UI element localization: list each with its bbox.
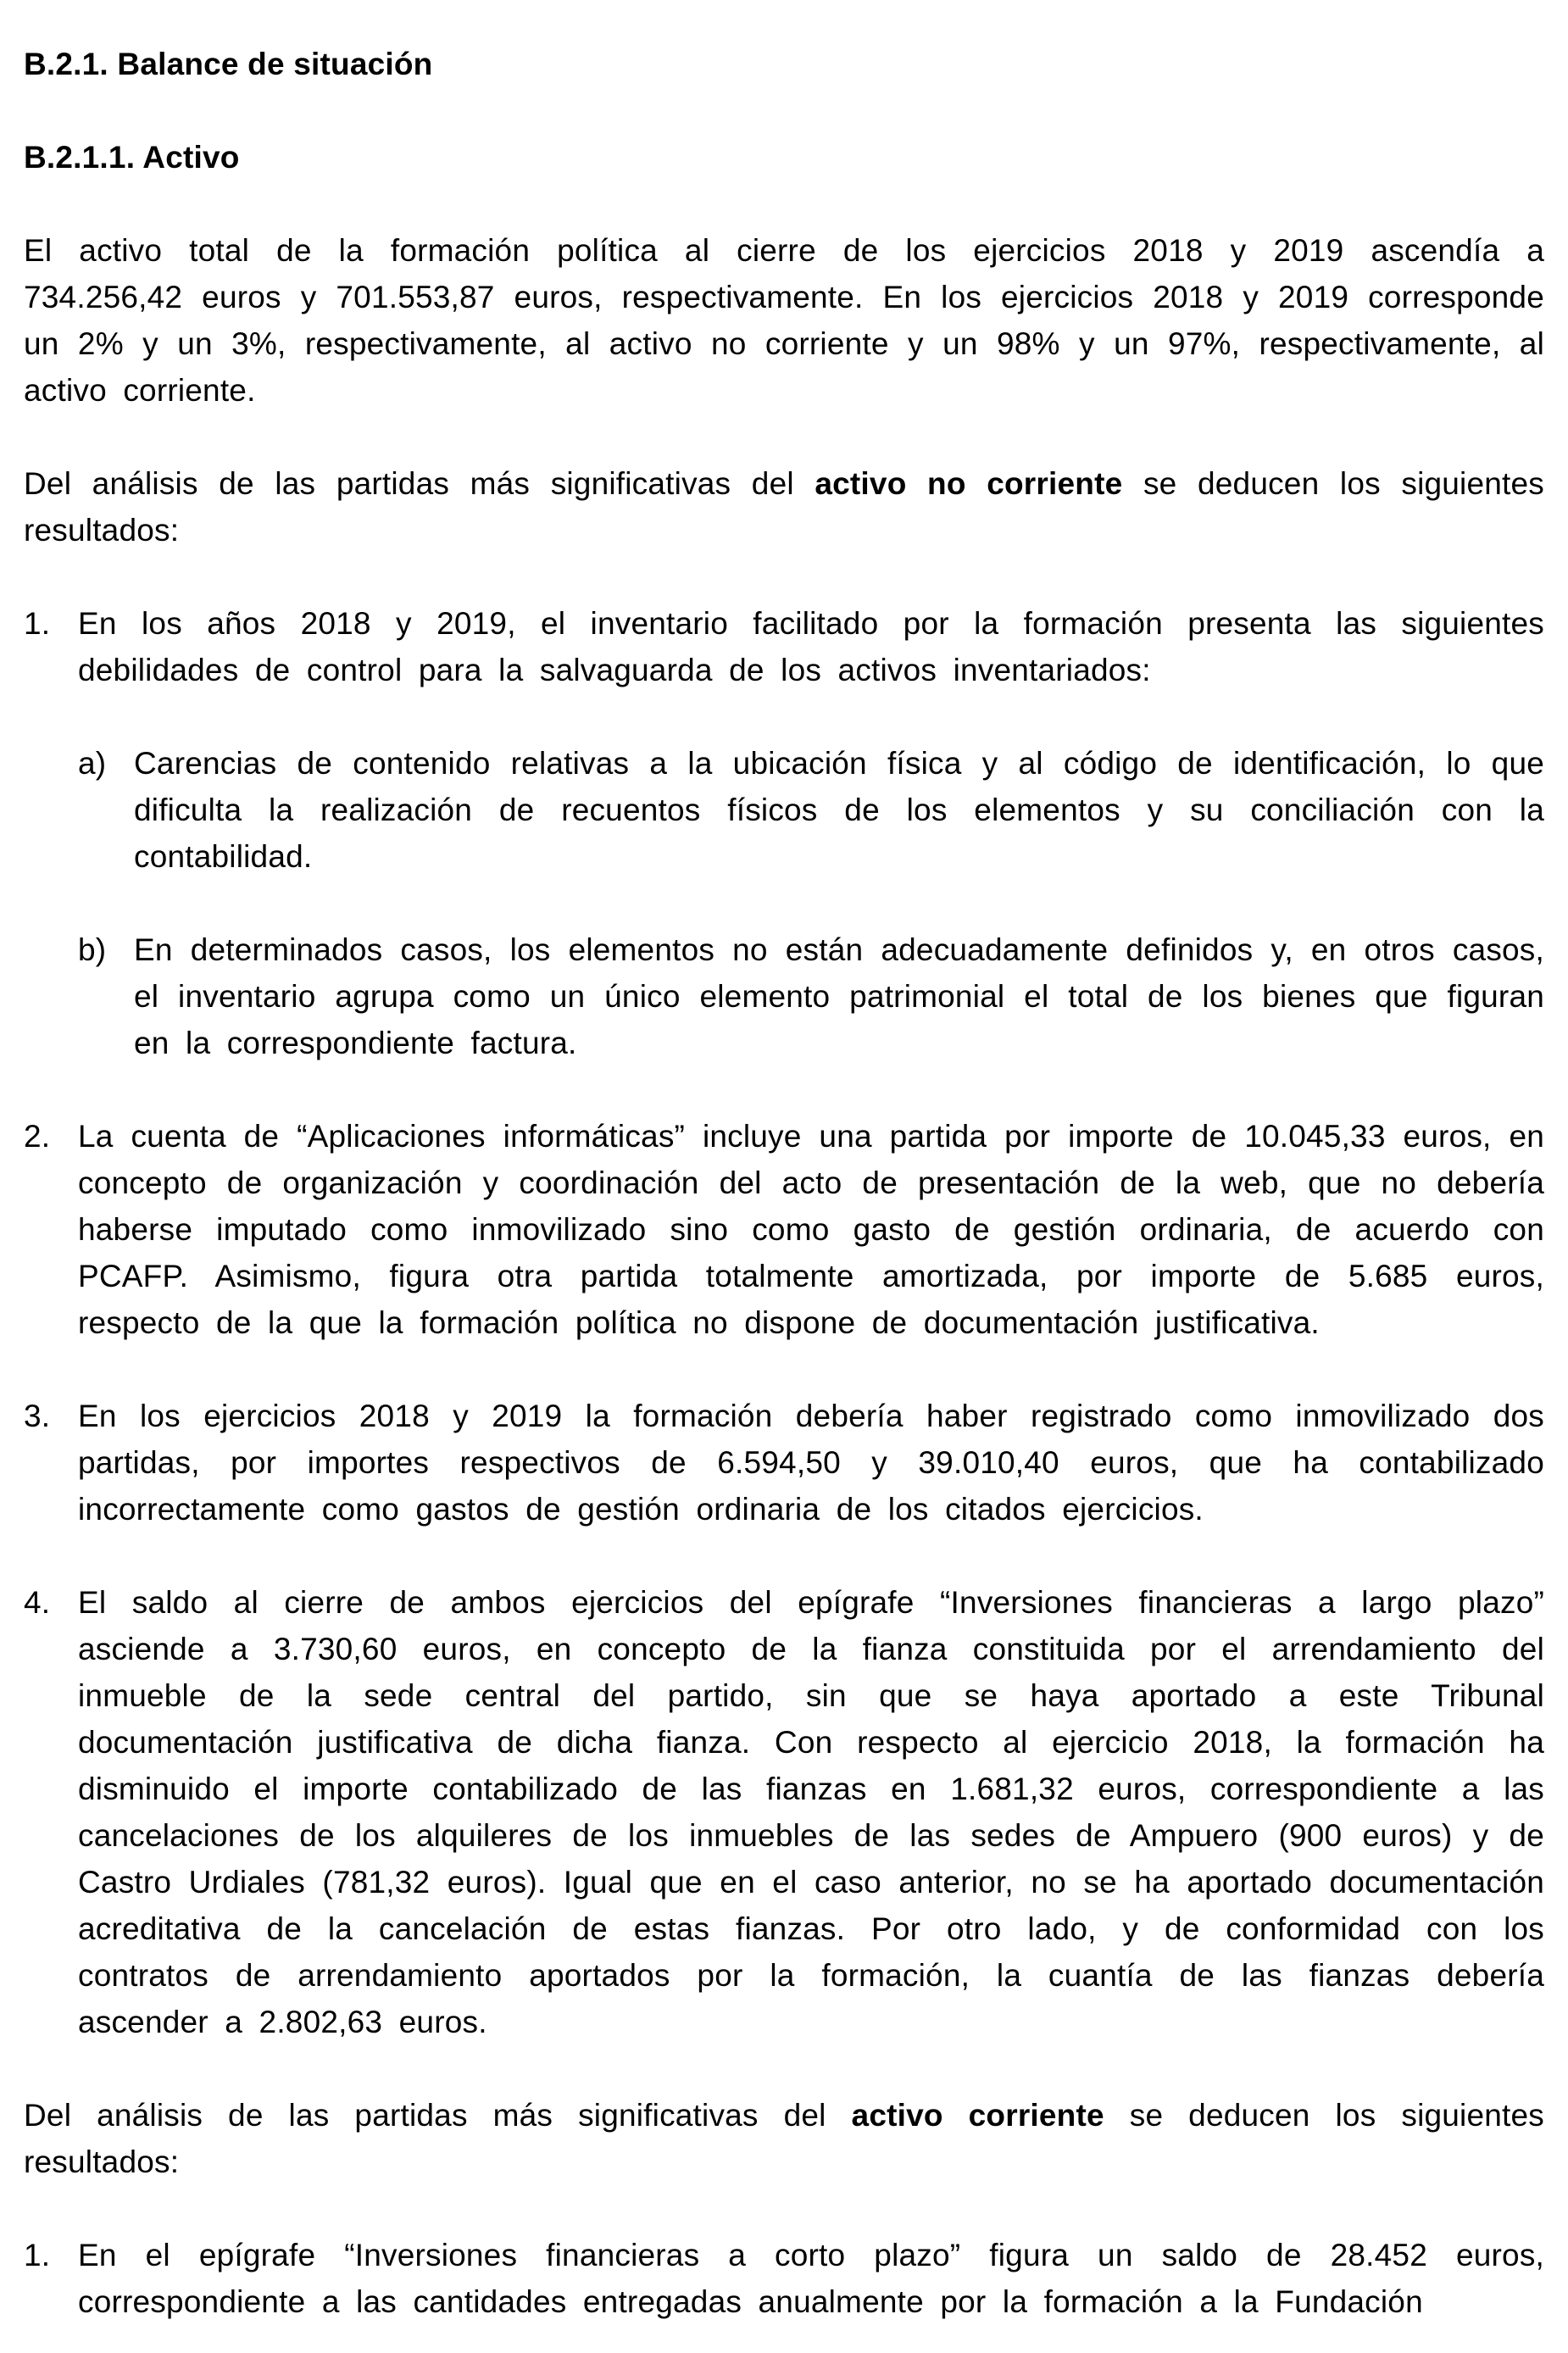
sub-list-item-marker: b) [78,932,107,967]
sub-list-item-marker: a) [78,746,107,781]
non-current-item-1-sub-a [78,740,1544,880]
non-current-lead-paragraph [24,460,1544,553]
non-current-item-2 [24,1113,1544,1346]
list-item-marker: 3. [24,1399,51,1433]
section-heading: B.2.1. Balance de situación [24,47,433,81]
non-current-lead-pre: Del análisis de las partidas más significativas del [24,466,815,501]
non-current-item-1-sub-b [78,926,1544,1066]
list-item-text: En los ejercicios 2018 y 2019 la formación debería haber registrado como inmovilizado dos partidas, por importes respectivos de 6.594,50 y 39.010,40 euros, que ha contabilizado incorrectamente como gastos de gestión ordinaria de los citados ejercicios. [78,1399,1544,1527]
subsection-heading: B.2.1.1. Activo [24,140,240,175]
list-item-marker: 4. [24,1585,51,1620]
list-item-text: En los años 2018 y 2019, el inventario facilitado por la formación presenta las siguientes debilidades de control para la salvaguarda de los activos inventariados: [78,606,1544,687]
non-current-item-1 [24,600,1544,1066]
list-item-text: El saldo al cierre de ambos ejercicios del epígrafe “Inversiones financieras a largo plazo” asciende a 3.730,60 euros, en concepto de la fianza constituida por el arrendamiento del inmueble de la sede central del partido, sin que se haya aportado a este Tribunal documentación justificativa de dicha fianza. Con respecto al ejercicio 2018, la formación ha disminuido el importe contabilizado de las fianzas en 1.681,32 euros, correspondiente a las cancelaciones de los alquileres de los inmuebles de las sedes de Ampuero (900 euros) y de Castro Urdiales (781,32 euros). Igual que en el caso anterior, no se ha aportado documentación acreditativa de la cancelación de estas fianzas. Por otro lado, y de conformidad con los contratos de arrendamiento aportados por la formación, la cuantía de las fianzas debería ascender a 2.802,63 euros. [78,1585,1544,2039]
sub-list-item-text: En determinados casos, los elementos no están adecuadamente definidos y, en otros casos, el inventario agrupa como un único elemento patrimonial el total de los bienes que figuran en la correspondiente factura. [134,932,1544,1060]
list-item-marker: 1. [24,2238,51,2272]
list-item-marker: 1. [24,606,51,641]
intro-paragraph: El activo total de la formación política al cierre de los ejercicios 2018 y 2019 ascendía a 734.256,42 euros y 701.553,87 euros, respectivamente. En los ejercicios 2018 y 2019 corresponde un 2% y un 3%, respectivamente, al activo no corriente y un 98% y un 97%, respectivamente, al activo corriente. [24,233,1544,408]
current-lead-pre: Del análisis de las partidas más significativas del [24,2098,852,2133]
list-item-marker: 2. [24,1119,51,1154]
current-item-1 [24,2232,1544,2325]
non-current-lead-bold: activo no corriente [815,466,1123,501]
non-current-lead-post: se deducen los siguientes resultados: [24,466,1544,548]
sub-list-item-text: Carencias de contenido relativas a la ubicación física y al código de identificación, lo que dificulta la realización de recuentos físicos de los elementos y su conciliación con la contabilidad. [134,746,1544,874]
current-lead-post: se deducen los siguientes resultados: [24,2098,1544,2179]
list-item-text: La cuenta de “Aplicaciones informáticas” incluye una partida por importe de 10.045,33 euros, en concepto de organización y coordinación del acto de presentación de la web, que no debería haberse imputado como inmovilizado sino como gasto de gestión ordinaria, de acuerdo con PCAFP. Asimismo, figura otra partida totalmente amortizada, por importe de 5.685 euros, respecto de la que la formación política no dispone de documentación justificativa. [78,1119,1544,1340]
list-item-body [78,600,1544,1066]
non-current-item-3 [24,1393,1544,1533]
current-lead-paragraph [24,2092,1544,2185]
non-current-item-4 [24,1579,1544,2045]
list-item-text: En el epígrafe “Inversiones financieras a corto plazo” figura un saldo de 28.452 euros, correspondiente a las cantidades entregadas anualmente por la formación a la Fundación [78,2238,1544,2319]
current-lead-bold: activo corriente [851,2098,1104,2133]
